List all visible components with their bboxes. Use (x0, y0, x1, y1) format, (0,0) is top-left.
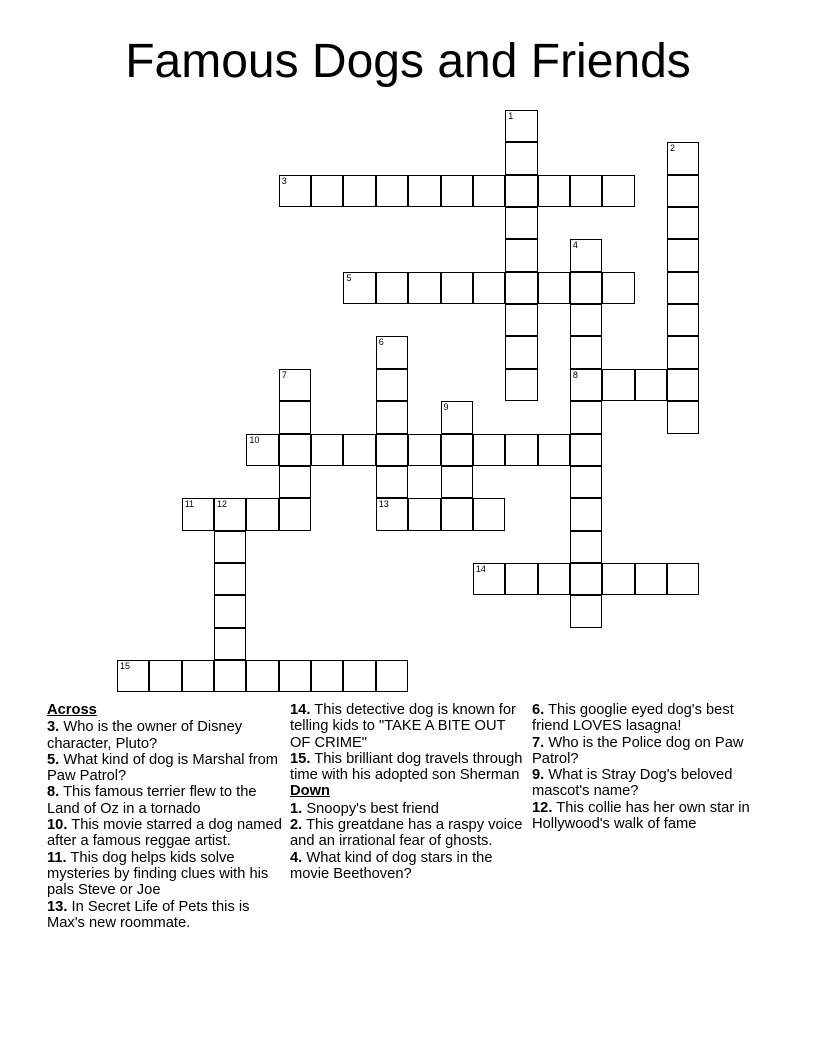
clue-text: This movie starred a dog named after a famous reggae artist. (47, 817, 282, 850)
grid-cell[interactable] (635, 369, 667, 401)
grid-cell[interactable] (311, 175, 343, 207)
grid-cell[interactable] (376, 369, 408, 401)
grid-cell[interactable] (408, 434, 440, 466)
grid-cell[interactable] (505, 336, 537, 368)
grid-cell[interactable] (246, 498, 278, 530)
clue-text: What kind of dog is Marshal from Paw Patrol? (47, 751, 279, 785)
cell-number: 14 (475, 563, 486, 574)
grid-cell[interactable] (279, 434, 311, 466)
grid-cell[interactable] (376, 401, 408, 433)
grid-cell[interactable] (505, 142, 537, 174)
clue-text: Snoopy's best friend (306, 800, 439, 817)
grid-cell[interactable] (538, 272, 570, 304)
grid-cell[interactable] (505, 434, 537, 466)
grid-cell[interactable] (667, 142, 699, 174)
grid-cell[interactable] (343, 434, 375, 466)
grid-cell[interactable] (408, 175, 440, 207)
grid-cell[interactable] (667, 175, 699, 207)
grid-cell[interactable] (376, 336, 408, 368)
clue-number: 8. (47, 784, 60, 801)
grid-cell[interactable] (279, 466, 311, 498)
clue-down-6[interactable] (532, 702, 768, 735)
grid-cell[interactable] (117, 660, 149, 692)
grid-cell[interactable] (473, 498, 505, 530)
grid-cell[interactable] (505, 110, 537, 142)
grid-cell[interactable] (505, 272, 537, 304)
clue-down-12[interactable] (532, 800, 768, 833)
clue-down-7[interactable] (532, 735, 768, 768)
grid-cell[interactable] (441, 434, 473, 466)
grid-cell[interactable] (570, 239, 602, 271)
grid-cell[interactable] (667, 401, 699, 433)
grid-cell[interactable] (408, 498, 440, 530)
grid-cell[interactable] (667, 369, 699, 401)
grid-cell[interactable] (214, 660, 246, 692)
grid-cell[interactable] (279, 175, 311, 207)
grid-cell[interactable] (376, 466, 408, 498)
clue-text: Who is the Police dog on Paw Patrol? (532, 734, 744, 767)
grid-cell[interactable] (182, 660, 214, 692)
clues-column-1 (47, 702, 283, 931)
clue-number: 3. (47, 719, 60, 736)
clue-text: In Secret Life of Pets this is Max's new roommate. (47, 898, 250, 931)
grid-cell[interactable] (214, 628, 246, 660)
grid-cell[interactable] (505, 175, 537, 207)
cell-number: 15 (120, 660, 131, 671)
cell-number: 7 (281, 369, 287, 380)
grid-cell[interactable] (635, 563, 667, 595)
clue-text: This dog helps kids solve mysteries by finding clues with his pals Steve or Joe (47, 849, 269, 899)
grid-cell[interactable] (279, 498, 311, 530)
cell-number: 13 (378, 499, 389, 510)
clue-text: This detective dog is known for telling kids to "TAKE A BITE OUT OF CRIME" (290, 702, 516, 751)
clue-text: This brilliant dog travels through time with his adopted son Sherman (290, 750, 523, 784)
clue-across-15[interactable] (290, 751, 526, 784)
clue-number: 12. (532, 799, 553, 816)
cell-number: 6 (378, 337, 384, 348)
cell-number: 10 (249, 434, 260, 445)
grid-cell[interactable] (214, 563, 246, 595)
clue-across-14[interactable] (290, 702, 526, 751)
grid-cell[interactable] (505, 304, 537, 336)
grid-cell[interactable] (246, 660, 278, 692)
clue-down-2[interactable] (290, 817, 526, 850)
grid-cell[interactable] (473, 175, 505, 207)
clue-number: 10. (47, 817, 68, 834)
clue-number: 13. (47, 898, 68, 915)
clue-across-5[interactable] (47, 752, 283, 785)
grid-cell[interactable] (570, 563, 602, 595)
clue-down-1[interactable] (290, 801, 526, 817)
clue-text: This collie has her own star in Hollywood's walk of fame (532, 799, 750, 833)
clue-text: This famous terrier flew to the Land of Oz in a tornado (47, 784, 257, 817)
grid-cell[interactable] (343, 660, 375, 692)
grid-cell[interactable] (570, 304, 602, 336)
clue-number: 2. (290, 817, 303, 834)
grid-cell[interactable] (214, 531, 246, 563)
grid-cell[interactable] (279, 401, 311, 433)
cell-number: 3 (281, 175, 287, 186)
down-heading: Down (290, 783, 330, 800)
grid-cell[interactable] (570, 175, 602, 207)
clue-number: 5. (47, 751, 60, 768)
cell-number: 11 (184, 499, 195, 510)
grid-cell[interactable] (667, 239, 699, 271)
cell-number: 2 (669, 143, 675, 154)
grid-cell[interactable] (376, 498, 408, 530)
clue-across-10[interactable] (47, 817, 283, 850)
clue-text: Who is the owner of Disney character, Pluto? (47, 719, 243, 752)
grid-cell[interactable] (441, 272, 473, 304)
clue-number: 7. (532, 734, 545, 751)
clues-column-2 (290, 702, 526, 882)
grid-cell[interactable] (441, 401, 473, 433)
cell-number: 9 (443, 402, 449, 413)
grid-cell[interactable] (441, 175, 473, 207)
grid-cell[interactable] (667, 336, 699, 368)
grid-cell[interactable] (311, 434, 343, 466)
grid-cell[interactable] (570, 369, 602, 401)
clue-across-8[interactable] (47, 784, 283, 817)
grid-cell[interactable] (602, 175, 634, 207)
grid-cell[interactable] (505, 563, 537, 595)
grid-cell[interactable] (441, 466, 473, 498)
grid-cell[interactable] (602, 563, 634, 595)
grid-cell[interactable] (246, 434, 278, 466)
grid-cell[interactable] (473, 563, 505, 595)
grid-cell[interactable] (376, 272, 408, 304)
grid-cell[interactable] (505, 207, 537, 239)
grid-cell[interactable] (441, 498, 473, 530)
grid-cell[interactable] (570, 466, 602, 498)
grid-cell[interactable] (667, 272, 699, 304)
clue-text: What kind of dog stars in the movie Beethoven? (290, 849, 493, 882)
grid-cell[interactable] (667, 563, 699, 595)
grid-cell[interactable] (602, 369, 634, 401)
clue-text: This greatdane has a raspy voice and an irrational fear of ghosts. (290, 817, 523, 850)
cell-number: 12 (217, 499, 228, 510)
grid-cell[interactable] (376, 434, 408, 466)
clue-number: 14. (290, 702, 311, 718)
grid-cell[interactable] (343, 272, 375, 304)
grid-cell[interactable] (667, 207, 699, 239)
cell-number: 8 (572, 369, 578, 380)
cell-number: 1 (508, 111, 514, 121)
grid-cell[interactable] (538, 434, 570, 466)
puzzle-title: Famous Dogs and Friends (125, 35, 691, 88)
grid-cell[interactable] (343, 175, 375, 207)
grid-cell[interactable] (505, 369, 537, 401)
clues-column-3 (532, 702, 768, 832)
grid-cell[interactable] (570, 531, 602, 563)
grid-cell[interactable] (149, 660, 181, 692)
grid-cell[interactable] (311, 660, 343, 692)
clue-down-4[interactable] (290, 850, 526, 883)
grid-cell[interactable] (408, 272, 440, 304)
across-heading: Across (47, 702, 97, 718)
clue-text: This googlie eyed dog's best friend LOVES lasagna! (532, 702, 734, 735)
clue-number: 9. (532, 767, 545, 784)
grid-cell[interactable] (376, 660, 408, 692)
grid-cell[interactable] (214, 498, 246, 530)
clue-text: What is Stray Dog's beloved mascot's name? (532, 767, 733, 800)
grid-cell[interactable] (376, 175, 408, 207)
clue-number: 11. (47, 849, 67, 866)
grid-cell[interactable] (570, 336, 602, 368)
grid-cell[interactable] (538, 175, 570, 207)
cell-number: 4 (572, 240, 578, 251)
clue-across-11[interactable] (47, 850, 283, 899)
grid-cell[interactable] (538, 563, 570, 595)
grid-cell[interactable] (570, 272, 602, 304)
clue-number: 15. (290, 750, 311, 767)
grid-cell[interactable] (279, 660, 311, 692)
grid-cell[interactable] (473, 272, 505, 304)
grid-cell[interactable] (570, 498, 602, 530)
clue-number: 4. (290, 849, 303, 866)
clue-down-9[interactable] (532, 767, 768, 800)
grid-cell[interactable] (279, 369, 311, 401)
cell-number: 5 (346, 272, 352, 283)
clue-number: 1. (290, 800, 303, 817)
clue-across-3[interactable] (47, 719, 283, 752)
grid-cell[interactable] (473, 434, 505, 466)
clue-number: 6. (532, 702, 545, 718)
grid-cell[interactable] (570, 595, 602, 627)
grid-cell[interactable] (570, 434, 602, 466)
grid-cell[interactable] (182, 498, 214, 530)
grid-cell[interactable] (214, 595, 246, 627)
clue-across-13[interactable] (47, 899, 283, 932)
grid-cell[interactable] (570, 401, 602, 433)
grid-cell[interactable] (667, 304, 699, 336)
grid-cell[interactable] (602, 272, 634, 304)
grid-cell[interactable] (505, 239, 537, 271)
